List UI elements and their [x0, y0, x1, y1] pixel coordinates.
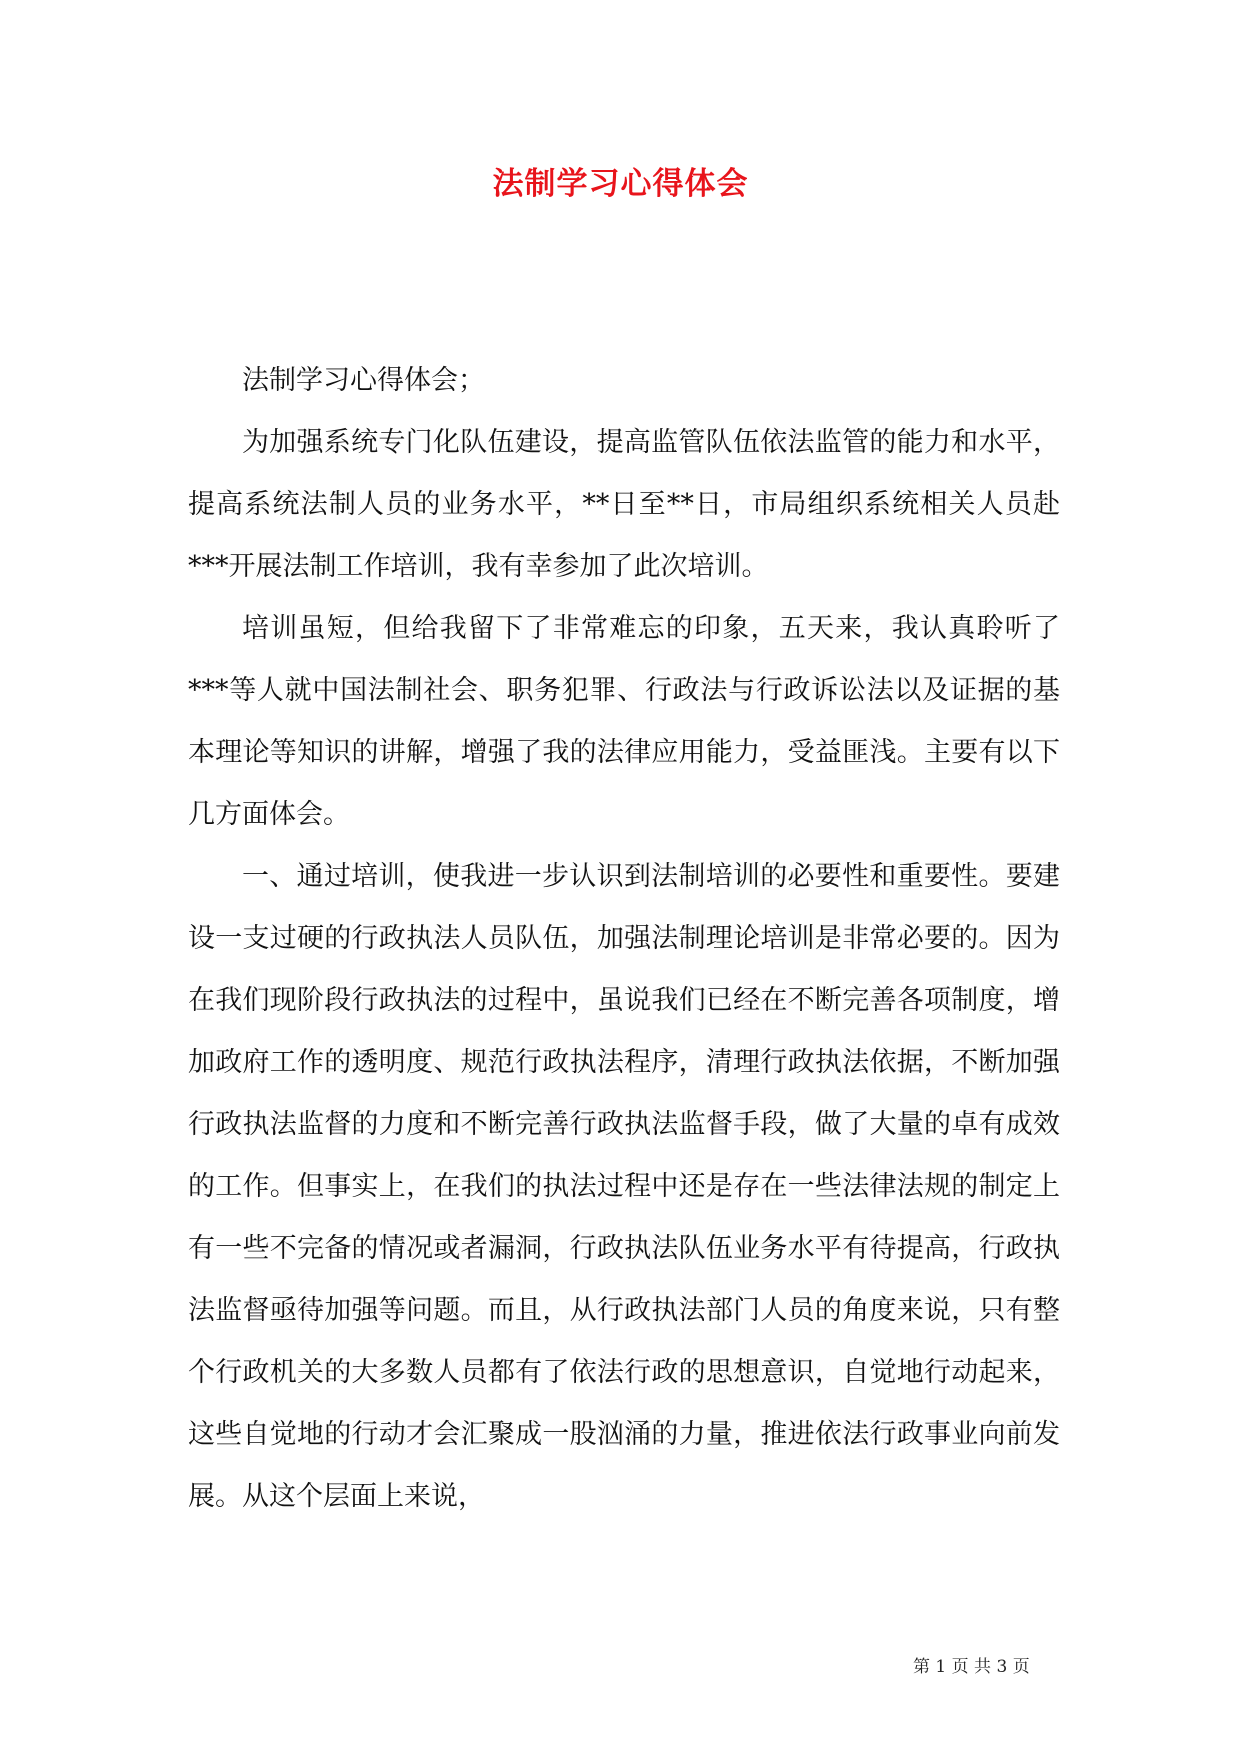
footer-middle: 页 共 [951, 1657, 992, 1677]
page-title: 法制学习心得体会 [492, 166, 749, 202]
document-body [188, 350, 1060, 1528]
page-number-footer [913, 1652, 1030, 1677]
footer-current-page: 1 [935, 1657, 947, 1677]
footer-suffix: 页 [1012, 1657, 1030, 1677]
footer-total-pages: 3 [996, 1657, 1008, 1677]
footer-prefix: 第 [913, 1657, 930, 1677]
paragraph: 法制学习心得体会； [242, 365, 485, 396]
paragraph: 一、通过培训，使我进一步认识到法制培训的必要性和重要性。要建设一支过硬的行政执法人员队伍，加强法制理论培训是非常必要的。因为在我们现阶段行政执法的过程中，虽说我们已经在不断完善各项制度，增加政府工作的透明度、规范行政执法程序，清理行政执法依据，不断加强行政执法监督的力度和不断完善行政执法监督手段，做了大量的卓有成效的工作。但事实上，在我们的执法过程中还是存在一些法律法规的制定上有一些不完备的情况或者漏洞，行政执法队伍业务水平有待提高，行政执法监督亟待加强等问题。而且，从行政执法部门人员的角度来说，只有整个行政机关的大多数人员都有了依法行政的思想意识，自觉地行动起来，这些自觉地的行动才会汇聚成一股汹涌的力量，推进依法行政事业向前发展。从这个层面上来说， [188, 861, 1060, 1512]
paragraph: 为加强系统专门化队伍建设，提高监管队伍依法监管的能力和水平，提高系统法制人员的业务水平，**日至**日，市局组织系统相关人员赴***开展法制工作培训，我有幸参加了此次培训。 [188, 427, 1060, 582]
paragraph: 培训虽短，但给我留下了非常难忘的印象，五天来，我认真聆听了***等人就中国法制社会、职务犯罪、行政法与行政诉讼法以及证据的基本理论等知识的讲解，增强了我的法律应用能力，受益匪浅。主要有以下几方面体会。 [188, 613, 1060, 830]
